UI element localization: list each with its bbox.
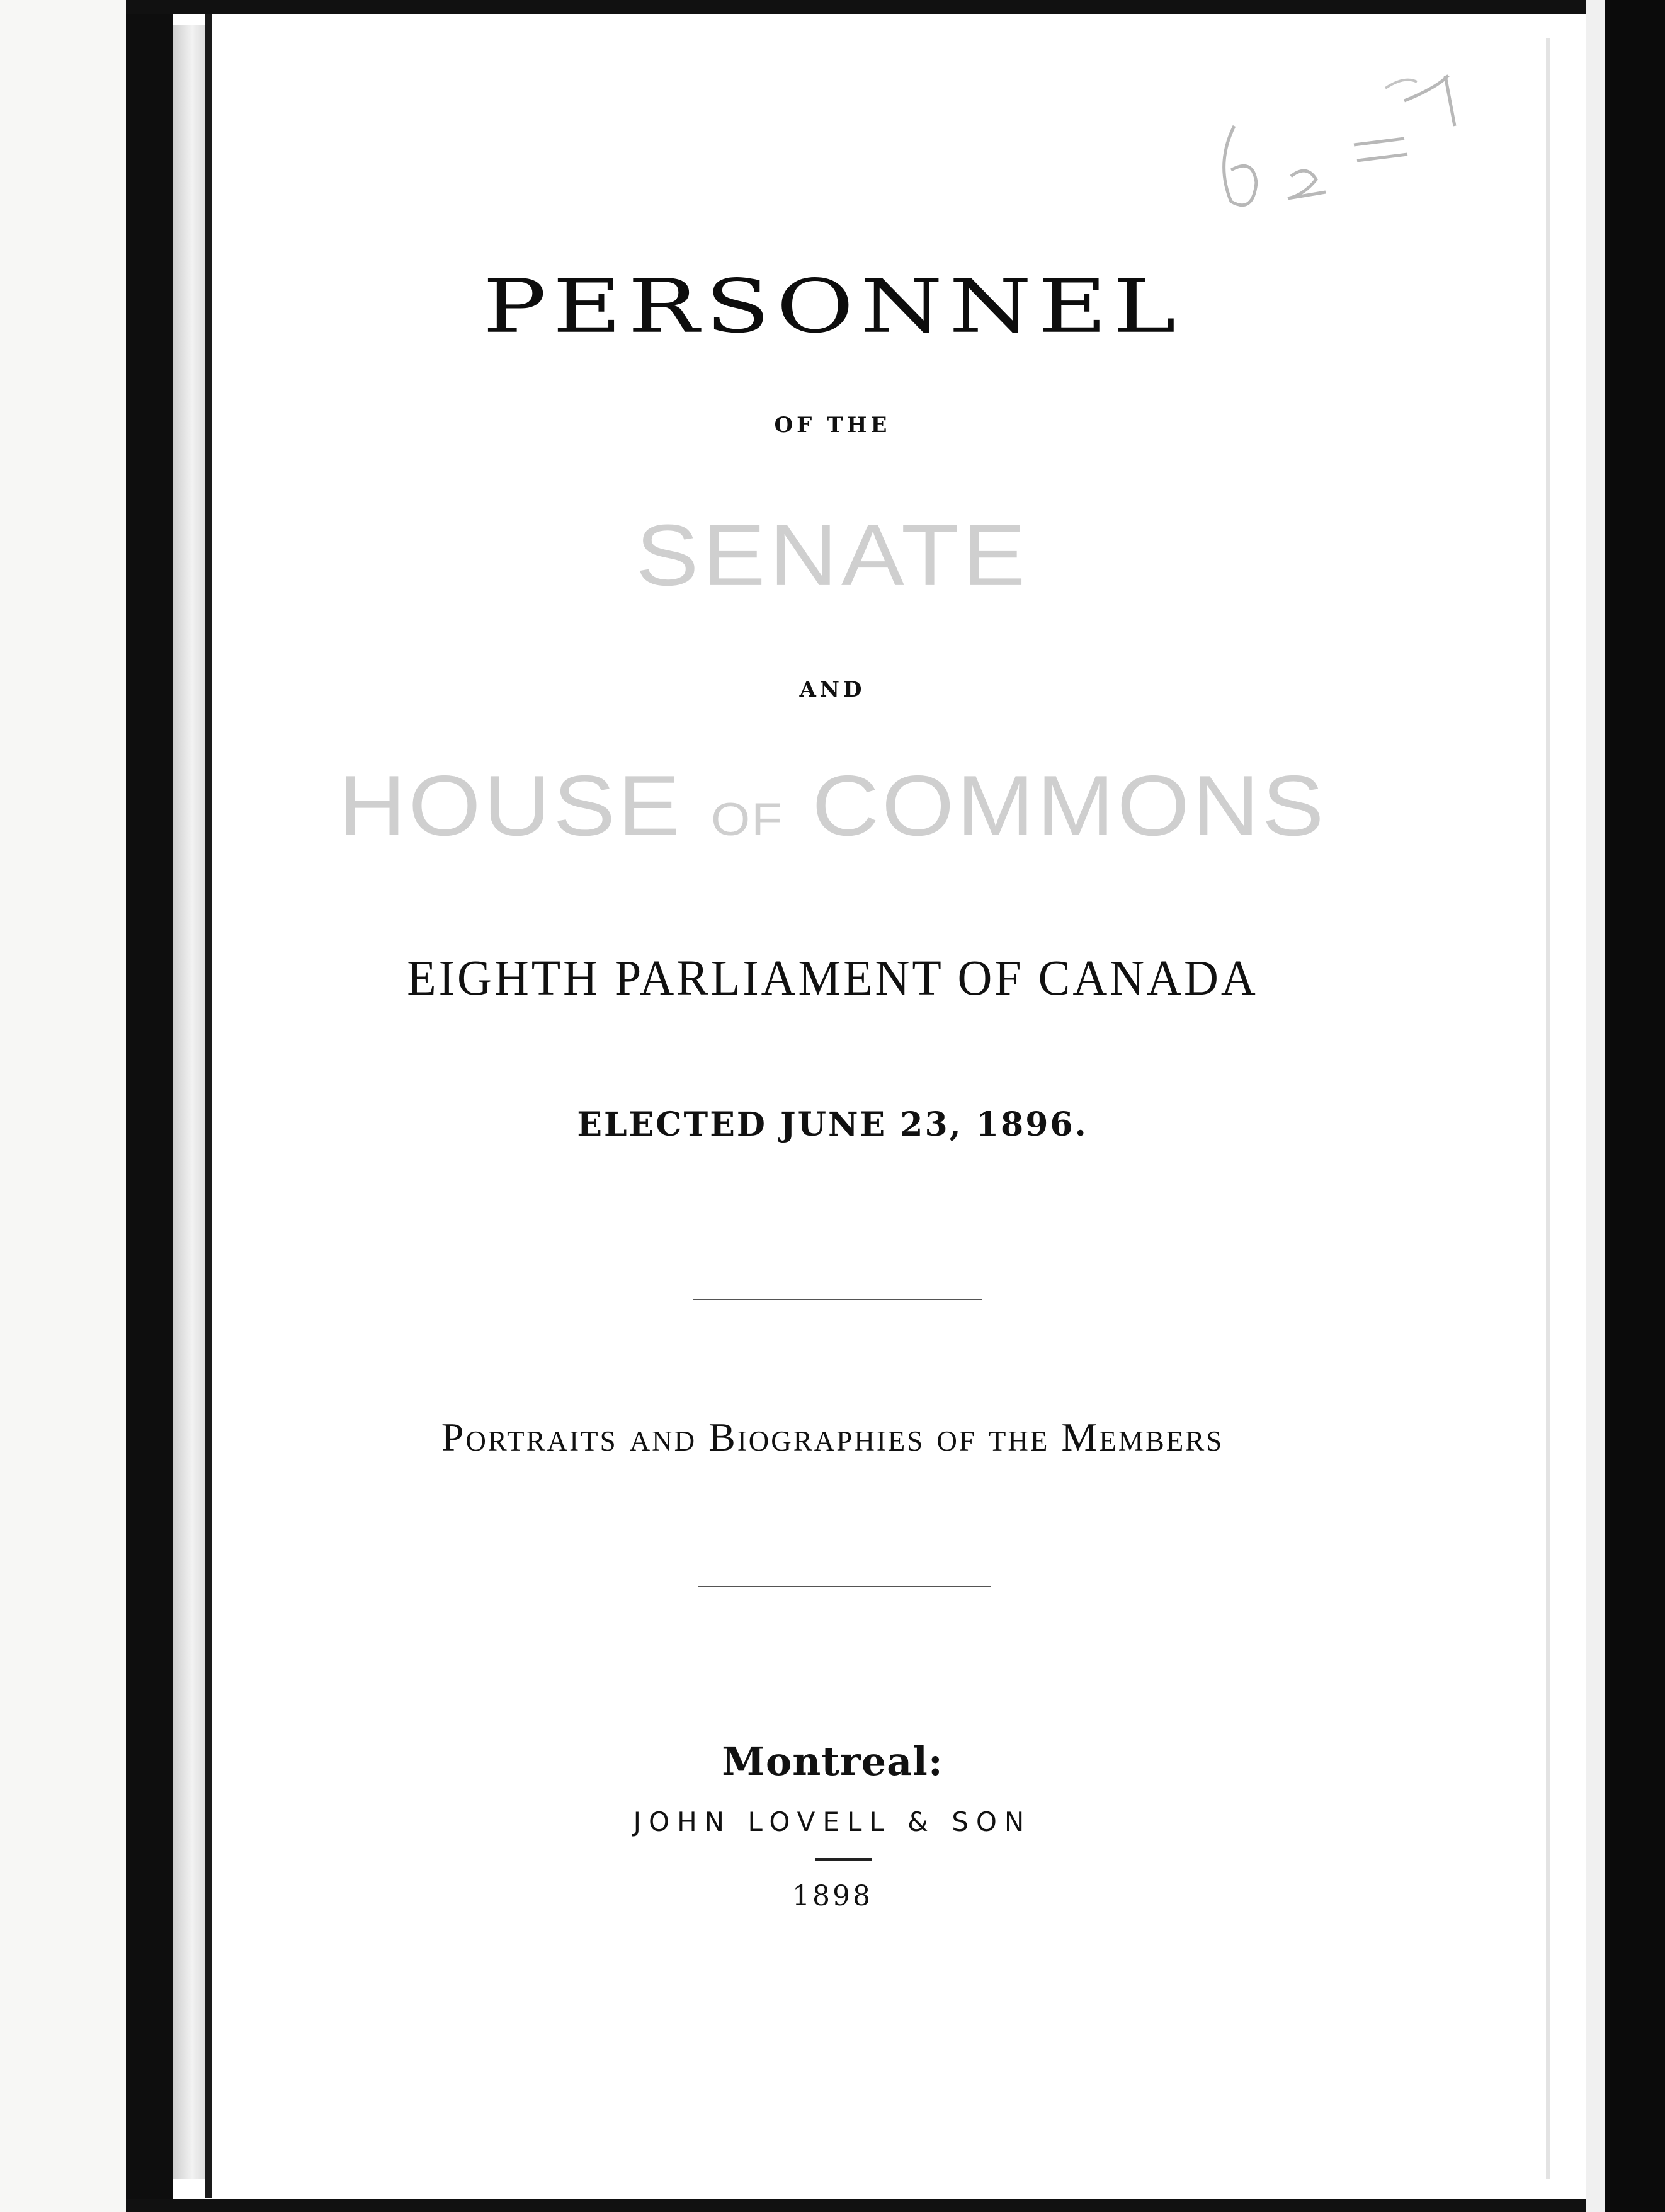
commons-word: COMMONS xyxy=(783,758,1327,854)
divider-rule xyxy=(698,1586,991,1587)
and-text: AND xyxy=(799,677,866,702)
parliament-heading: EIGHTH PARLIAMENT OF CANADA xyxy=(407,950,1258,1006)
divider-rule xyxy=(693,1299,982,1300)
handwritten-pencil-mark xyxy=(1196,50,1499,214)
subtitle: Portraits and Biographies of the Members xyxy=(441,1415,1224,1459)
of-word: OF xyxy=(710,793,784,845)
scan-top-border xyxy=(126,0,1665,14)
senate-heading: SENATE xyxy=(635,506,1030,604)
of-the-text: OF THE xyxy=(774,413,891,438)
publication-city: Montreal: xyxy=(722,1738,943,1784)
publication-year: 1898 xyxy=(792,1880,873,1912)
scan-bottom-border xyxy=(126,2199,1665,2212)
house-of-commons-heading xyxy=(0,757,1665,855)
book-title: PERSONNEL xyxy=(482,264,1183,350)
publisher-name: JOHN LOVELL & SON xyxy=(633,1806,1032,1837)
short-divider xyxy=(815,1858,872,1861)
election-date: ELECTED JUNE 23, 1896. xyxy=(577,1105,1088,1144)
house-word: HOUSE xyxy=(338,758,711,854)
